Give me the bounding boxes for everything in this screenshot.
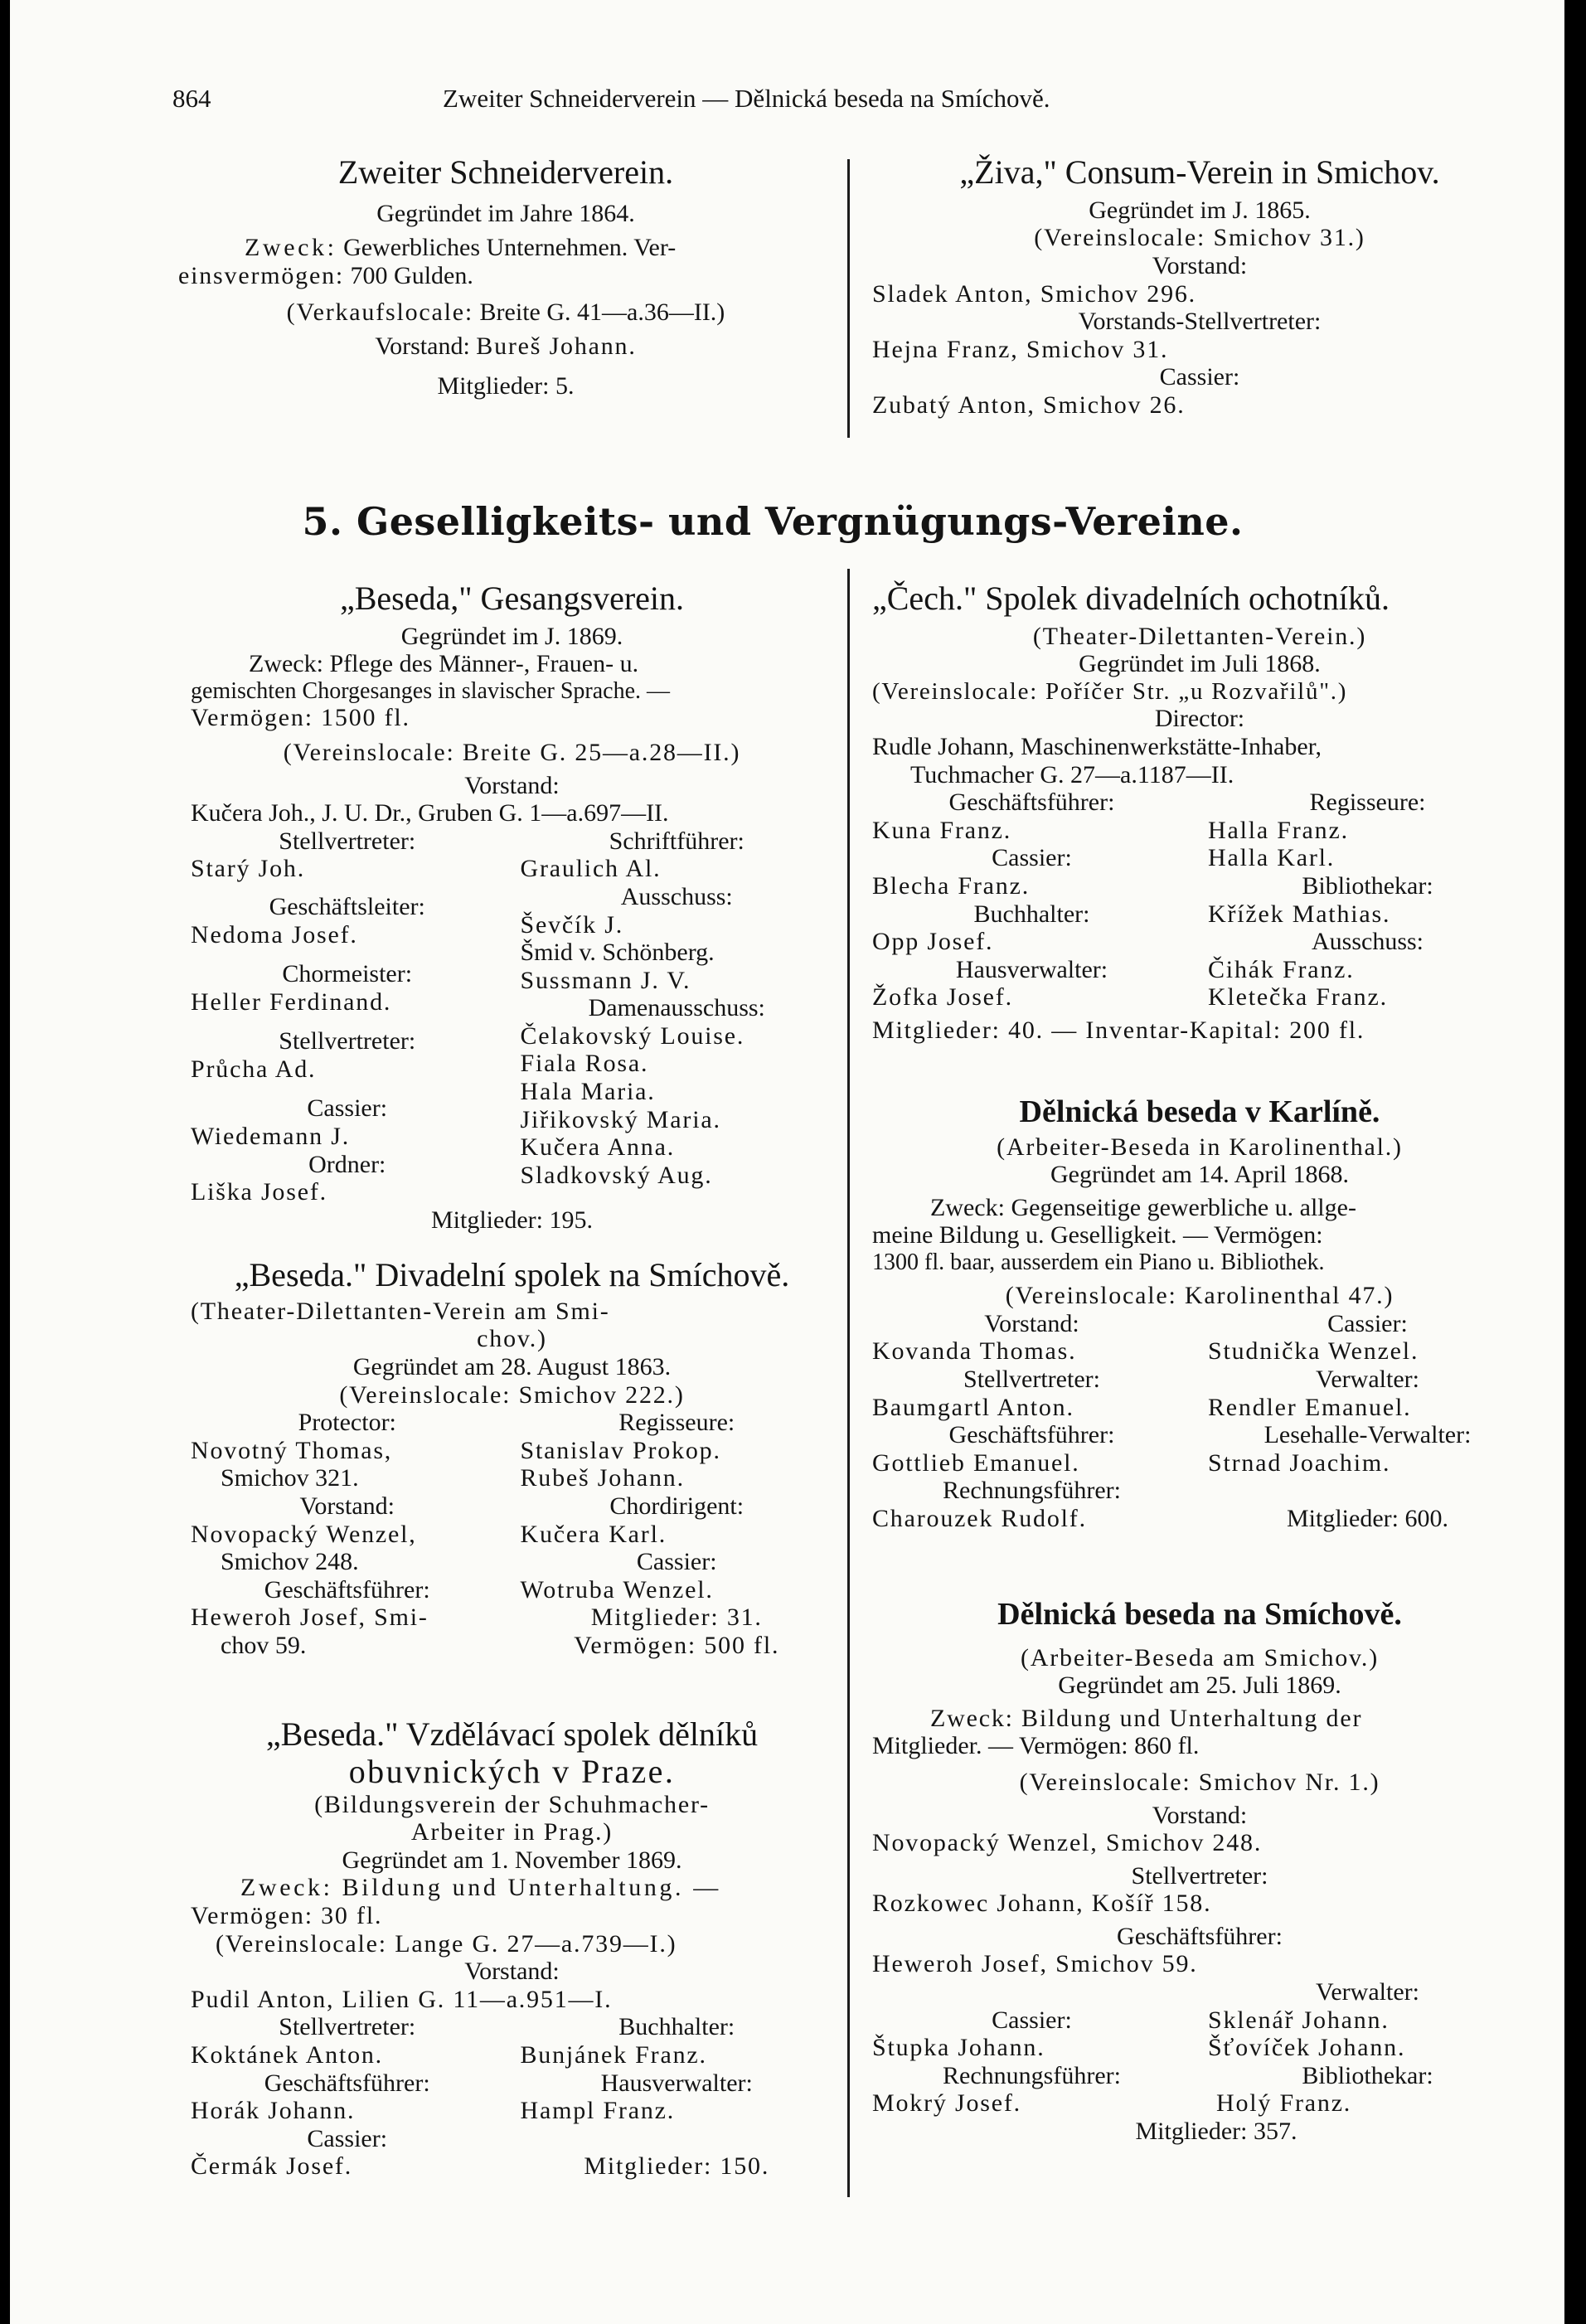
vorstand-line: Vorstand: Bureš Johann. [375,332,637,361]
officers-columns [872,1978,1527,2118]
vorstand-label: Vorstand: [464,771,560,799]
locale-line: (Vereinslocale: Lange G. 27—a.739—I.) [216,1929,677,1958]
locale-line: (Vereinslocale: Karolinenthal 47.) [1005,1282,1394,1310]
members-line: Mitglieder: 5. [437,371,575,400]
officers-left: Stellvertreter: Koktánek Anton. Geschäftsführer: Horák Johann. Cassier: Čermák Josef. [191,2013,430,2181]
vorstand-name: Pudil Anton, Lilien G. 11—a.951—I. [191,1985,613,2013]
stellvertreter-label: Vorstands-Stellvertreter: [1078,308,1322,336]
zweck-line: Zweck: Gegenseitige gewerbliche u. allge- [930,1193,1356,1221]
officers-columns [191,1409,833,1659]
page-number: 864 [172,84,211,113]
zweck-line: meine Bildung u. Geselligkeit. — Vermögen: [872,1221,1323,1249]
smichov-entry [872,1597,1527,2146]
entry-title: „Beseda." Divadelní spolek na Smíchově. [234,1256,790,1293]
founded-line: Gegründet im Juli 1868. [1079,650,1321,678]
subtitle-line: (Arbeiter-Beseda in Karolinenthal.) [997,1133,1403,1161]
beseda-vzdelavaci-entry [191,1716,833,2181]
officers-columns [872,788,1527,1012]
vorstand-label: Vorstand: [464,1958,560,1986]
entry-title: Dělnická beseda na Smíchově. [997,1597,1402,1632]
vorstand-name: Sladek Anton, Smichov 296. [872,279,1196,308]
founded-line: Gegründet im J. 1869. [400,622,623,650]
locale-line: (Vereinslocale: Smichov 222.) [339,1380,685,1409]
officers-right: Verwalter: Sklenář Johann. Šťovíček Johann. Bibliothekar: Holý Franz. [1208,1978,1433,2118]
zweck-line: 1300 fl. baar, ausserdem ein Piano u. Bibliothek. [872,1249,1325,1275]
officers-right: Regisseure: Halla Franz. Halla Karl. Bibliothekar: Křížek Mathias. Ausschuss: Čihák Franz. Kletečka Franz. [1208,788,1433,1012]
subtitle-line: chov.) [477,1325,547,1353]
locale-line: (Vereinslocale: Poříčer Str. „u Rozvařilů".) [872,677,1348,705]
column-rule-top [847,159,850,438]
founded-line: Gegründet am 25. Juli 1869. [1058,1671,1341,1700]
zweck-line: Zweck: Pflege des Männer-, Frauen- u. [249,650,639,678]
members-line: Mitglieder: 195. [431,1206,593,1234]
director-line: Tuchmacher G. 27—a.1187—II. [910,760,1234,788]
zweck-line: Zweck: Gewerbliches Unternehmen. Ver- [245,234,677,262]
zweiter-schneiderverein-entry [178,154,833,400]
geschaeftsfuehrer-name: Heweroh Josef, Smichov 59. [872,1950,1198,1978]
locale-line: (Vereinslocale: Smichov Nr. 1.) [1019,1768,1380,1796]
vorstand-name: Kučera Joh., J. U. Dr., Gruben G. 1—a.697—II. [191,799,669,827]
locale-line: (Vereinslocale: Smichov 31.) [1034,224,1365,252]
officers-left: Stellvertreter: Starý Joh. Geschäftsleiter: Nedoma Josef. Chormeister: Heller Ferdinand. Stellvertreter: Průcha Ad. Cassier: Wiedemann J. Ordner: Liška Josef. [191,827,425,1206]
officers-columns [191,827,833,1206]
ziva-entry [872,154,1527,420]
director-label: Director: [1154,705,1245,733]
officers-left: Geschäftsführer: Kuna Franz. Cassier: Blecha Franz. Buchhalter: Opp Josef. Hausverwalter: Žofka Josef. [872,788,1115,1012]
founded-line: Gegründet am 1. November 1869. [342,1846,682,1874]
vermoegen-line: einsvermögen: 700 Gulden. [178,261,473,289]
members-line: Mitglieder: 357. [1135,2118,1297,2146]
entry-title: „Beseda," Gesangsverein. [339,580,685,617]
entry-title: „Čech." Spolek divadelních ochotníků. [872,580,1390,617]
subtitle-line: (Bildungsverein der Schuhmacher- [314,1790,710,1818]
stellvertreter-name: Rozkowec Johann, Košíř 158. [872,1890,1212,1918]
officers-right: Cassier: Studnička Wenzel. Verwalter: Rendler Emanuel. Lesehalle-Verwalter: Strnad Joachim. Mitglieder: 600. [1208,1309,1472,1533]
vermoegen-line: Vermögen: 1500 fl. [191,704,410,732]
zweck-line: Zweck: Bildung und Unterhaltung der [930,1704,1363,1732]
entry-title: Dělnická beseda v Karlíně. [1019,1094,1380,1129]
entry-title-cont: obuvnických v Praze. [348,1752,676,1790]
vorstand-label: Vorstand: [1152,1801,1248,1829]
officers-left: Protector: Novotný Thomas, Smichov 321. Vorstand: Novopacký Wenzel, Smichov 248. Geschäftsführer: Heweroh Josef, Smi- chov 59. [191,1409,430,1659]
zweck-line: Zweck: Bildung und Unterhaltung. — [240,1874,721,1902]
cech-entry [872,580,1527,1045]
cassier-name: Zubatý Anton, Smichov 26. [872,391,1186,419]
column-rule-main [847,569,850,2197]
vorstand-label: Vorstand: [1152,251,1248,279]
director-line: Rudle Johann, Maschinenwerkstätte-Inhaber, [872,733,1322,761]
locale-line: (Vereinslocale: Breite G. 25—a.28—II.) [283,738,741,766]
officers-columns [872,1310,1527,1533]
beseda-gesangsverein-entry [191,580,833,1234]
founded-line: Gegründet am 28. August 1863. [352,1352,672,1380]
subtitle-line: (Theater-Dilettanten-Verein am Smi- [191,1297,610,1325]
officers-left: Cassier: Štupka Johann. Rechnungsführer: Mokrý Josef. [872,2006,1121,2118]
officers-columns [191,2013,833,2181]
cassier-label: Cassier: [1159,363,1240,391]
founded-line: Gegründet am 14. April 1868. [1050,1161,1349,1189]
document-page [10,0,1564,2324]
members-capital-line: Mitglieder: 40. — Inventar-Kapital: 200 fl. [872,1016,1365,1044]
stellvertreter-name: Hejna Franz, Smichov 31. [872,335,1169,363]
zweck-line: gemischten Chorgesanges in slavischer Sprache. — [191,677,671,704]
geschaeftsfuehrer-label: Geschäftsführer: [1117,1922,1283,1950]
karlin-entry [872,1094,1527,1533]
subtitle-line: (Arbeiter-Beseda am Smichov.) [1020,1643,1380,1671]
officers-left: Vorstand: Kovanda Thomas. Stellvertreter: Baumgartl Anton. Geschäftsführer: Gottlieb Emanuel. Rechnungsführer: Charouzek Rudolf. [872,1309,1121,1533]
vermoegen-line: Vermögen: 30 fl. [191,1901,383,1929]
running-title: Zweiter Schneiderverein — Dělnická beseda na Smíchově. [443,84,1050,113]
officers-right: Buchhalter: Bunjánek Franz. Hausverwalter: Hampl Franz. Mitglieder: 150. [520,2013,770,2181]
stellvertreter-label: Stellvertreter: [1131,1861,1268,1890]
founded-line: Gegründet im J. 1865. [1089,196,1311,224]
vorstand-name: Novopacký Wenzel, Smichov 248. [872,1829,1263,1857]
subtitle-line: (Theater-Dilettanten-Verein.) [1032,622,1367,650]
founded-line: Gegründet im Jahre 1864. [376,199,635,227]
officers-right: Schriftführer: Graulich Al. Ausschuss: Ševčík J. Šmid v. Schönberg. Sussmann J. V. Damenausschuss: Čelakovský Louise. Fiala Rosa. Hala Maria. Jiřikovský Maria. Kučera Anna. Sladkovský Aug. [520,827,765,1189]
entry-title: „Živa," Consum-Verein in Smichov. [959,153,1440,191]
beseda-divadelni-entry [191,1257,833,1660]
zweck-line: Mitglieder. — Vermögen: 860 fl. [872,1732,1200,1760]
officers-right: Regisseure: Stanislav Prokop. Rubeš Johann. Chordirigent: Kučera Karl. Cassier: Wotruba Wenzel. Mitglieder: 31. Vermögen: 500 fl. [520,1409,780,1659]
section-title: 5. Geselligkeits- und Vergnügungs-Vereine. [302,499,1244,544]
entry-title: Zweiter Schneiderverein. [337,153,674,191]
subtitle-line: Arbeiter in Prag.) [410,1818,614,1846]
locale-line: (Verkaufslocale: Breite G. 41—a.36—II.) [286,298,725,326]
entry-title: „Beseda." Vzdělávací spolek dělníků [265,1715,759,1753]
